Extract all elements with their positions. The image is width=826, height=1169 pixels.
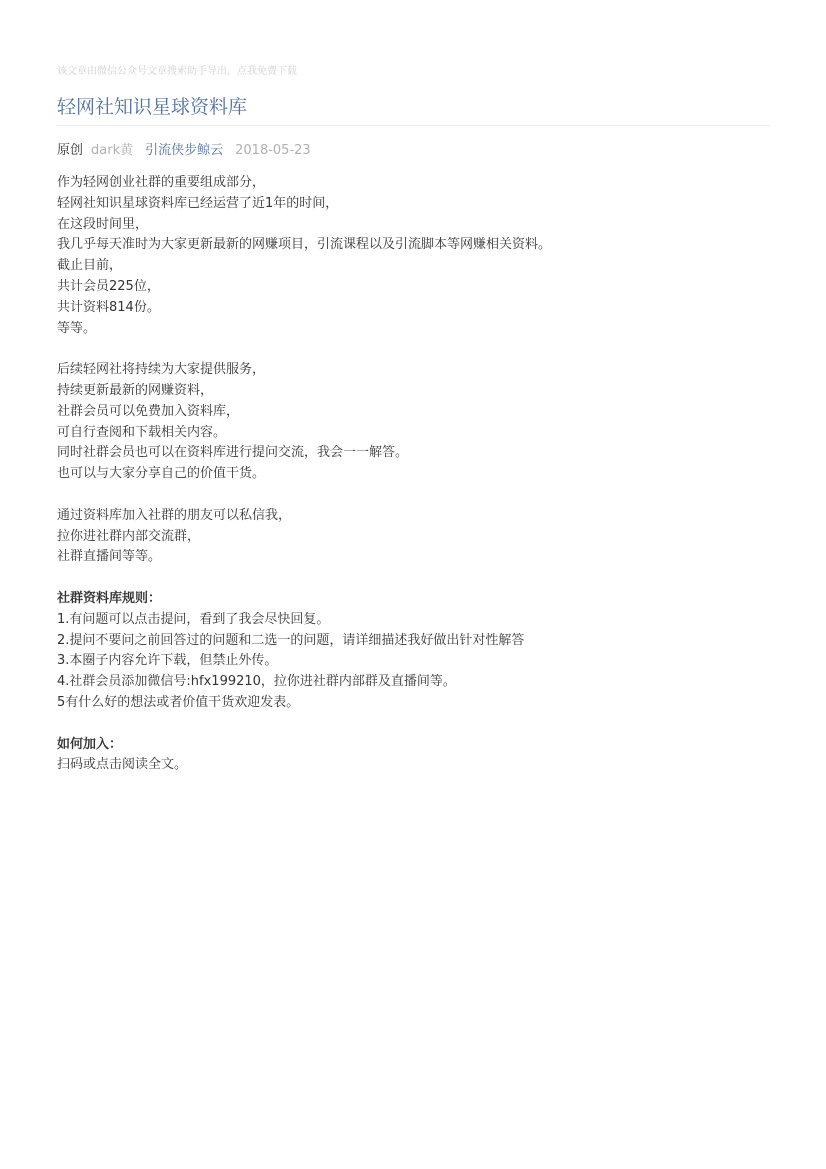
article-title: 轻网社知识星球资料库 <box>57 96 248 118</box>
export-note-link[interactable]: 该文章由微信公众号文章搜索助手导出，点我免费下载 <box>57 66 297 77</box>
paragraph-line: 社群会员可以免费加入资料库， <box>57 403 240 419</box>
paragraph-line: 共计资料814份。 <box>57 299 160 315</box>
paragraph-line: 作为轻网创业社群的重要组成部分， <box>57 175 266 190</box>
publish-date: 2018-05-23 <box>235 143 311 158</box>
title-divider <box>57 125 770 126</box>
rule-item: 2.提问不要问之前回答过的问题和二选一的问题，请详细描述我好做出针对性解答 <box>57 632 525 648</box>
paragraph-line: 可自行查阅和下载相关内容。 <box>57 424 227 440</box>
account-link[interactable]: 引流侠步鲸云 <box>145 143 224 158</box>
article-meta <box>57 139 311 158</box>
paragraph-spacer <box>57 339 770 360</box>
paragraph-line: 在这段时间里， <box>57 216 149 232</box>
author-name: dark黄 <box>91 143 134 158</box>
paragraph-line: 扫码或点击阅读全文。 <box>57 757 188 773</box>
paragraph-spacer <box>57 714 770 735</box>
howto-heading: 如何加入： <box>57 736 123 752</box>
rule-item: 4.社群会员添加微信号:hfx199210，拉你进社群内部群及直播间等。 <box>57 674 456 690</box>
paragraph-line: 社群直播间等等。 <box>57 549 162 565</box>
paragraph-line: 后续轻网社将持续为大家提供服务， <box>57 362 266 378</box>
paragraph-line: 等等。 <box>57 320 97 336</box>
paragraph-line: 共计会员225位， <box>57 278 160 294</box>
article-body <box>57 173 770 776</box>
paragraph-line: 也可以与大家分享自己的价值干货。 <box>57 466 266 482</box>
paragraph-spacer <box>57 568 770 589</box>
paragraph-line: 同时社群会员也可以在资料库进行提问交流，我会一一解答。 <box>57 445 409 461</box>
paragraph-line: 轻网社知识星球资料库已经运营了近1年的时间， <box>57 195 339 211</box>
paragraph-line: 通过资料库加入社群的朋友可以私信我， <box>57 507 292 523</box>
paragraph-spacer <box>57 485 770 506</box>
paragraph-line: 截止目前， <box>57 258 123 274</box>
rule-item: 3.本圈子内容允许下载，但禁止外传。 <box>57 653 278 669</box>
paragraph-line: 我几乎每天准时为大家更新最新的网赚项目，引流课程以及引流脚本等网赚相关资料。 <box>57 237 552 253</box>
paragraph-line: 持续更新最新的网赚资料， <box>57 382 214 398</box>
rule-item: 1.有问题可以点击提问，看到了我会尽快回复。 <box>57 611 330 627</box>
paragraph-line: 拉你进社群内部交流群， <box>57 528 201 544</box>
rule-item: 5有什么好的想法或者价值干货欢迎发表。 <box>57 694 300 710</box>
original-tag: 原创 <box>57 143 84 158</box>
rules-heading: 社群资料库规则： <box>57 590 162 606</box>
